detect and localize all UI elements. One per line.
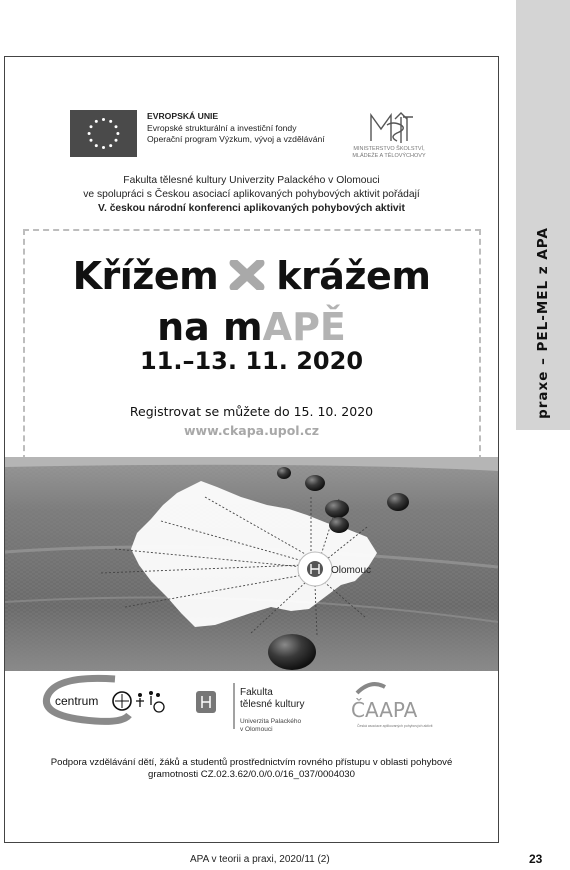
title-word-1: Křížem (72, 254, 219, 298)
intro-line-3: V. českou národní konferenci aplikovaných pohybových aktivit (98, 203, 405, 214)
ftk-title-1: Fakulta (240, 687, 273, 698)
caapa-label: ČAAPA (351, 698, 418, 722)
partner-logos (5, 671, 498, 751)
journal-footer: APA v teorii a praxi, 2020/11 (2) (190, 854, 330, 865)
poster-title-line-2 (5, 305, 498, 349)
conference-poster (4, 56, 499, 843)
eu-flag-logo (70, 110, 137, 157)
side-section-label: praxe – PEL-MEL z APA (535, 227, 551, 419)
title-line2-dark: na m (157, 305, 263, 349)
centrum-logo (46, 678, 164, 721)
eu-line-2: Evropské strukturální a investiční fondy (147, 122, 297, 133)
msmt-logo (357, 107, 421, 149)
eu-text (147, 111, 325, 146)
conference-dates: 11.–13. 11. 2020 (139, 347, 364, 375)
caapa-sub: Česká asociace aplikovaných pohybových aktivit (357, 724, 433, 728)
ftk-sub-1: Univerzita Palackého (240, 718, 302, 725)
cross-icon (228, 260, 266, 290)
eu-line-1: EVROPSKÁ UNIE (147, 111, 219, 121)
page-number: 23 (529, 852, 543, 866)
title-line2-light: APĚ (262, 305, 346, 349)
conference-url: www.ckapa.upol.cz (183, 423, 320, 438)
msmt-text (343, 146, 435, 159)
intro-line-1: Fakulta tělesné kultury Univerzity Palackého v Olomouci (123, 175, 380, 186)
msmt-line-1: MINISTERSTVO ŠKOLSTVÍ, (353, 146, 425, 152)
eu-line-3: Operační program Výzkum, vývoj a vzdělávání (147, 134, 325, 144)
ftk-title-2: tělesné kultury (240, 699, 305, 710)
petanque-map-photo (5, 457, 498, 671)
intro-line-2: ve spolupráci s Českou asociací aplikovaných pohybových aktivit pořádají (83, 189, 420, 200)
title-word-2: krážem (276, 254, 431, 298)
caapa-logo (351, 684, 433, 728)
footer-line-1: Podpora vzdělávání dětí, žáků a studentů prostřednictvím rovného přístupu v oblasti pohybové (50, 757, 453, 768)
ftk-upol-logo (196, 683, 304, 733)
msmt-line-2: MLÁDEŽE A TĚLOVÝCHOVY (352, 152, 426, 159)
footer-line-2: gramotnosti CZ.02.3.62/0.0/0.0/16_037/0004030 (148, 769, 355, 780)
registration-text: Registrovat se můžete do 15. 10. 2020 (129, 404, 374, 419)
centrum-label: centrum (55, 694, 99, 708)
ftk-sub-2: v Olomouci (240, 726, 273, 733)
poster-title-line-1 (5, 254, 498, 298)
map-city-label: Olomouc (331, 565, 372, 576)
